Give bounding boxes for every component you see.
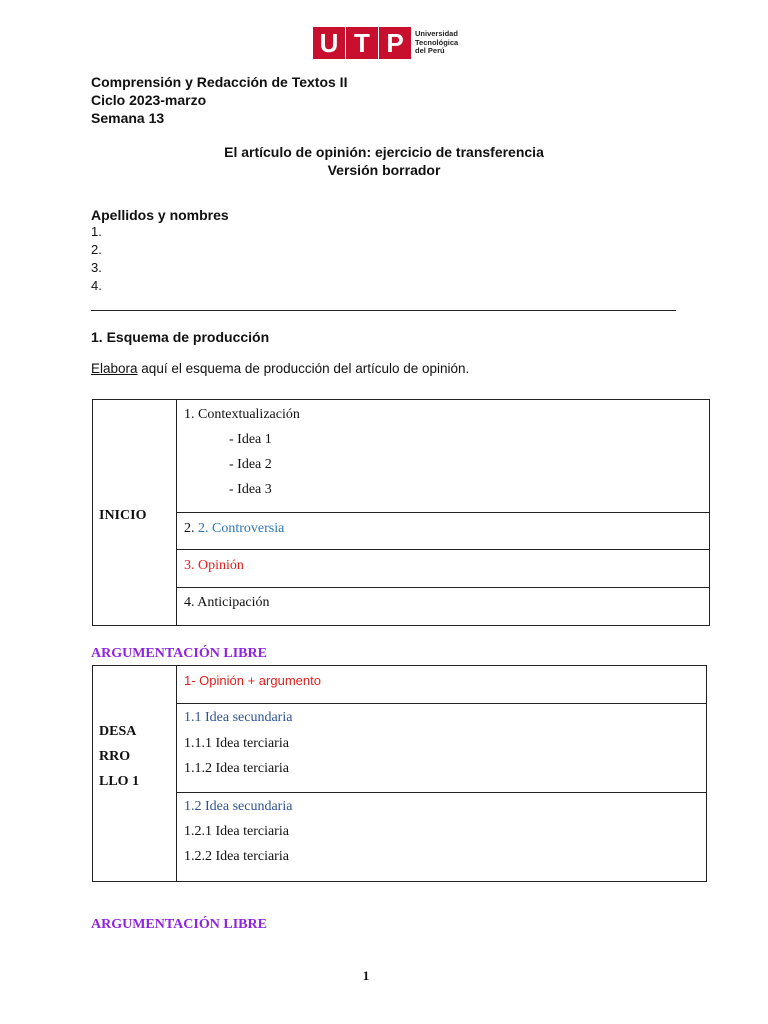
logo-letter-u: U xyxy=(313,27,345,59)
name-line-1: 1. xyxy=(91,224,102,239)
secundaria-2-cell[interactable] xyxy=(177,793,707,882)
week: Semana 13 xyxy=(91,110,165,126)
name-line-3: 3. xyxy=(91,260,102,275)
separator-line xyxy=(91,310,676,311)
idea-terciaria-1-1-2: 1.1.2 Idea terciaria xyxy=(184,761,289,776)
idea-2: - Idea 2 xyxy=(229,457,272,472)
name-line-4: 4. xyxy=(91,278,102,293)
opinion-text: 3. Opinión xyxy=(184,558,244,573)
logo-letter-p: P xyxy=(379,27,411,59)
desarrollo-label-line-2: RRO xyxy=(99,749,131,764)
instruction-paragraph xyxy=(91,361,469,376)
logo-text xyxy=(415,30,458,56)
controversia-cell[interactable] xyxy=(177,513,710,550)
controversia-label: 2. Controversia xyxy=(198,521,285,536)
document-subtitle: Versión borrador xyxy=(327,162,441,178)
inicio-label: INICIO xyxy=(99,508,147,523)
logo-text-line-1: Universidad xyxy=(415,29,458,39)
logo-letter-t: T xyxy=(346,27,378,59)
idea-terciaria-1-2-1: 1.2.1 Idea terciaria xyxy=(184,824,289,839)
opinion-cell[interactable] xyxy=(177,550,710,588)
controversia-text: 2. 2. Controversia xyxy=(184,521,285,536)
opinion-argumento-text: 1- Opinión + argumento xyxy=(184,673,321,688)
name-line-2: 2. xyxy=(91,242,102,257)
utp-logo xyxy=(313,26,458,60)
idea-secundaria-1-1: 1.1 Idea secundaria xyxy=(184,710,293,725)
document-title: El artículo de opinión: ejercicio de transferencia xyxy=(224,144,544,160)
desarrollo-label-line-3: LLO 1 xyxy=(99,774,140,789)
names-label: Apellidos y nombres xyxy=(91,207,229,223)
idea-terciaria-1-1-1: 1.1.1 Idea terciaria xyxy=(184,736,289,751)
section-heading: 1. Esquema de producción xyxy=(91,329,270,345)
course-name: Comprensión y Redacción de Textos II xyxy=(91,74,348,90)
idea-terciaria-1-2-2: 1.2.2 Idea terciaria xyxy=(184,849,289,864)
instruction-link[interactable]: Elabora xyxy=(91,361,138,376)
anticipacion-cell[interactable] xyxy=(177,588,710,626)
page-number: 1 xyxy=(362,968,370,983)
logo-text-line-2: Tecnológica xyxy=(415,37,459,47)
desarrollo-table xyxy=(92,665,707,882)
contextualizacion-cell[interactable] xyxy=(177,400,710,513)
desarrollo-label-cell xyxy=(93,666,177,882)
cycle: Ciclo 2023-marzo xyxy=(91,92,207,108)
argumentacion-libre-heading-2: ARGUMENTACIÓN LIBRE xyxy=(91,917,267,932)
logo-text-line-3: del Perú xyxy=(415,46,445,56)
contextualizacion-text: 1. Contextualización xyxy=(184,407,300,422)
desarrollo-label-line-1: DESA xyxy=(99,724,137,739)
inicio-table xyxy=(92,399,710,626)
opinion-argumento-cell[interactable] xyxy=(177,666,707,704)
instruction-text: aquí el esquema de producción del artículo de opinión. xyxy=(137,361,470,376)
inicio-label-cell xyxy=(93,400,177,626)
argumentacion-libre-heading-1: ARGUMENTACIÓN LIBRE xyxy=(91,646,267,661)
idea-3: - Idea 3 xyxy=(229,482,272,497)
idea-secundaria-1-2: 1.2 Idea secundaria xyxy=(184,799,293,814)
secundaria-1-cell[interactable] xyxy=(177,704,707,793)
anticipacion-text: 4. Anticipación xyxy=(184,595,270,610)
idea-1: - Idea 1 xyxy=(229,432,272,447)
